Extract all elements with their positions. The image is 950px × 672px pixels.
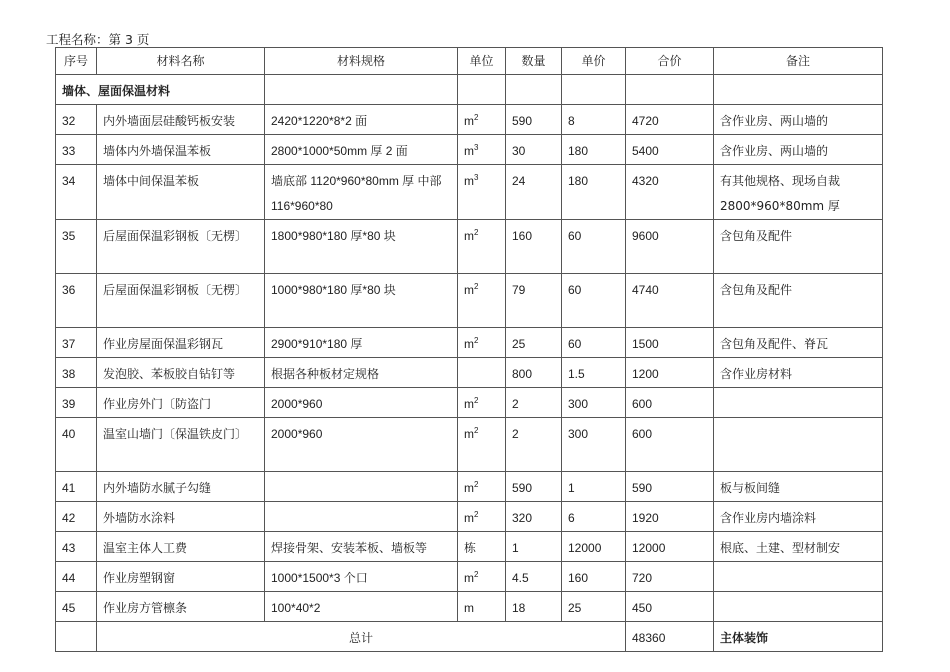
cell-unit xyxy=(458,358,506,388)
cell-price-text: 300 xyxy=(568,397,589,411)
cell-name xyxy=(97,502,265,532)
cell-spec-text: 墙底部 1120*960*80mm 厚 中部 116*960*80 xyxy=(271,174,442,213)
cell-no-text: 32 xyxy=(62,114,76,128)
unit-exponent: 2 xyxy=(474,282,479,291)
cell-price-text: 1.5 xyxy=(568,367,585,381)
cell-unit xyxy=(458,418,506,472)
cell-qty xyxy=(506,532,562,562)
cell-qty xyxy=(506,220,562,274)
cell-price-text: 60 xyxy=(568,229,582,243)
cell-unit xyxy=(458,105,506,135)
cell-total xyxy=(626,388,714,418)
cell-total xyxy=(626,592,714,622)
cell-note-text: 含包角及配件 xyxy=(720,229,793,243)
table-row xyxy=(56,502,883,532)
cell-qty-text: 30 xyxy=(512,144,526,158)
cell-total-text: 4740 xyxy=(632,283,659,297)
cell-unit-text: m xyxy=(464,511,474,525)
cell-unit xyxy=(458,532,506,562)
cell-no xyxy=(56,328,97,358)
cell-price xyxy=(562,105,626,135)
header-row xyxy=(56,48,883,75)
cell-note-text: 含包角及配件 xyxy=(720,283,793,297)
total-row xyxy=(56,622,883,652)
cell-total-text: 12000 xyxy=(632,541,666,555)
col-header-name: 材料名称 xyxy=(97,48,265,75)
cell-price-text: 180 xyxy=(568,144,589,158)
cell-qty xyxy=(506,592,562,622)
cell-note-text: 根底、土建、型材制安 xyxy=(720,541,841,555)
unit-exponent: 2 xyxy=(474,510,479,519)
cell-name xyxy=(97,274,265,328)
cell-total xyxy=(626,135,714,165)
cell-unit xyxy=(458,165,506,220)
cell-name-text: 后屋面保温彩钢板〔无楞〕 xyxy=(103,229,248,243)
cell-qty-text: 79 xyxy=(512,283,526,297)
cell-name xyxy=(97,562,265,592)
cell-price xyxy=(562,502,626,532)
table-row xyxy=(56,418,883,472)
cell-price xyxy=(562,562,626,592)
cell-note xyxy=(714,105,883,135)
cell-spec xyxy=(265,502,458,532)
cell-no xyxy=(56,220,97,274)
cell-unit-text: m xyxy=(464,481,474,495)
cell-note xyxy=(714,135,883,165)
cell-qty xyxy=(506,105,562,135)
section-row xyxy=(56,75,883,105)
cell-price xyxy=(562,418,626,472)
cell-no xyxy=(56,358,97,388)
cell-qty xyxy=(506,328,562,358)
cell-spec xyxy=(265,388,458,418)
cell-name-text: 作业房外门〔防盗门 xyxy=(103,397,212,411)
cell-no-text: 35 xyxy=(62,229,76,243)
total-label: 总计 xyxy=(97,622,626,652)
cell-spec xyxy=(265,220,458,274)
cell-spec-text: 2000*960 xyxy=(271,427,323,441)
cell-no xyxy=(56,135,97,165)
cell-no-text: 36 xyxy=(62,283,76,297)
cell-note-text: 含作业房内墙涂料 xyxy=(720,511,817,525)
cell-unit xyxy=(458,502,506,532)
cell-price xyxy=(562,358,626,388)
cell-spec-text: 2420*1220*8*2 面 xyxy=(271,114,368,128)
cell-unit-text: m xyxy=(464,114,474,128)
cell-qty xyxy=(506,358,562,388)
unit-exponent: 2 xyxy=(474,396,479,405)
cell-no-text: 45 xyxy=(62,601,76,615)
cell-price xyxy=(562,328,626,358)
cell-note xyxy=(714,165,883,220)
cell-spec xyxy=(265,418,458,472)
cell-no-text: 42 xyxy=(62,511,76,525)
cell-total-text: 600 xyxy=(632,427,653,441)
cell-total xyxy=(626,274,714,328)
cell-spec xyxy=(265,472,458,502)
cell-no xyxy=(56,502,97,532)
cell-no-text: 41 xyxy=(62,481,76,495)
cell-no xyxy=(56,532,97,562)
cell-total-text: 450 xyxy=(632,601,653,615)
total-value: 48360 xyxy=(626,622,714,652)
cell-spec xyxy=(265,274,458,328)
unit-exponent: 2 xyxy=(474,336,479,345)
cell-no xyxy=(56,562,97,592)
cell-name-text: 作业房方管檩条 xyxy=(103,601,188,615)
cell-unit xyxy=(458,562,506,592)
unit-exponent: 2 xyxy=(474,228,479,237)
cell-price xyxy=(562,532,626,562)
cell-qty xyxy=(506,165,562,220)
cell-name-text: 作业房塑钢窗 xyxy=(103,571,176,585)
cell-name xyxy=(97,328,265,358)
table-row xyxy=(56,532,883,562)
cell-price-text: 60 xyxy=(568,283,582,297)
cell-note xyxy=(714,502,883,532)
table-row xyxy=(56,220,883,274)
cell-total-text: 9600 xyxy=(632,229,659,243)
cell-unit-text: m xyxy=(464,397,474,411)
cell-note-text: 含作业房、两山墙的 xyxy=(720,144,829,158)
cell-spec xyxy=(265,135,458,165)
cell-total xyxy=(626,358,714,388)
cell-qty xyxy=(506,472,562,502)
cell-spec xyxy=(265,105,458,135)
col-header-price: 单价 xyxy=(562,48,626,75)
col-header-note: 备注 xyxy=(714,48,883,75)
col-header-unit: 单位 xyxy=(458,48,506,75)
cell-unit-text: 栋 xyxy=(464,541,477,555)
cell-note-text: 含作业房材料 xyxy=(720,367,793,381)
project-title: 工程名称：第 3 页 xyxy=(46,32,150,47)
cell-spec xyxy=(265,562,458,592)
cell-no xyxy=(56,472,97,502)
cell-price-text: 1 xyxy=(568,481,575,495)
next-section-label: 主体装饰 xyxy=(714,622,883,652)
cell-spec-text: 根据各种板材定规格 xyxy=(271,367,380,381)
cell-no xyxy=(56,165,97,220)
cell-total xyxy=(626,418,714,472)
cell-price-text: 25 xyxy=(568,601,582,615)
cell-unit-text: m xyxy=(464,571,474,585)
cell-qty xyxy=(506,562,562,592)
cell-spec xyxy=(265,358,458,388)
cell-no-text: 39 xyxy=(62,397,76,411)
cell-price xyxy=(562,165,626,220)
cell-total xyxy=(626,328,714,358)
table-row xyxy=(56,165,883,220)
cell-name xyxy=(97,220,265,274)
cell-no xyxy=(56,388,97,418)
cell-no xyxy=(56,105,97,135)
cell-name-text: 内外墙面层硅酸钙板安装 xyxy=(103,114,236,128)
cell-qty-text: 2 xyxy=(512,427,519,441)
cell-unit-text: m xyxy=(464,229,474,243)
cell-unit xyxy=(458,388,506,418)
cell-note xyxy=(714,274,883,328)
cell-spec xyxy=(265,532,458,562)
table-row xyxy=(56,135,883,165)
cell-note xyxy=(714,220,883,274)
table-row xyxy=(56,274,883,328)
cell-unit-text: m xyxy=(464,337,474,351)
cell-note xyxy=(714,388,883,418)
cell-price xyxy=(562,220,626,274)
cell-name xyxy=(97,135,265,165)
cell-spec-text: 2800*1000*50mm 厚 2 面 xyxy=(271,144,408,158)
cell-name xyxy=(97,358,265,388)
cell-unit-text: m xyxy=(464,174,474,188)
cell-total xyxy=(626,472,714,502)
cell-price-text: 12000 xyxy=(568,541,602,555)
cell-spec-text: 焊接骨架、安装苯板、墙板等 xyxy=(271,541,428,555)
table-row xyxy=(56,592,883,622)
cell-total xyxy=(626,532,714,562)
cell-no-text: 37 xyxy=(62,337,76,351)
cell-spec-text: 1000*1500*3 个口 xyxy=(271,571,368,585)
cell-qty-text: 800 xyxy=(512,367,533,381)
materials-table xyxy=(55,47,883,652)
cell-name xyxy=(97,592,265,622)
cell-name-text: 后屋面保温彩钢板〔无楞〕 xyxy=(103,283,248,297)
cell-unit-text: m xyxy=(464,427,474,441)
cell-total-text: 600 xyxy=(632,397,653,411)
col-header-spec: 材料规格 xyxy=(265,48,458,75)
cell-unit xyxy=(458,328,506,358)
cell-no-text: 43 xyxy=(62,541,76,555)
cell-total-text: 5400 xyxy=(632,144,659,158)
unit-exponent: 3 xyxy=(474,143,479,152)
cell-spec xyxy=(265,165,458,220)
cell-name-text: 墙体中间保温苯板 xyxy=(103,174,200,188)
cell-name-text: 外墙防水涂料 xyxy=(103,511,176,525)
cell-spec-text: 2900*910*180 厚 xyxy=(271,337,363,351)
cell-qty xyxy=(506,388,562,418)
cell-qty-text: 18 xyxy=(512,601,526,615)
cell-name xyxy=(97,532,265,562)
cell-spec xyxy=(265,328,458,358)
cell-note-text: 有其他规格、现场自裁 2800*960*80mm 厚 xyxy=(720,174,841,213)
cell-total xyxy=(626,562,714,592)
cell-qty-text: 590 xyxy=(512,114,533,128)
cell-price-text: 6 xyxy=(568,511,575,525)
cell-name xyxy=(97,165,265,220)
unit-exponent: 2 xyxy=(474,570,479,579)
cell-qty-text: 160 xyxy=(512,229,533,243)
cell-price xyxy=(562,592,626,622)
cell-price-text: 160 xyxy=(568,571,589,585)
table-row xyxy=(56,328,883,358)
cell-qty xyxy=(506,418,562,472)
cell-no-text: 34 xyxy=(62,174,76,188)
cell-note xyxy=(714,418,883,472)
cell-spec-text: 100*40*2 xyxy=(271,601,321,615)
cell-no xyxy=(56,274,97,328)
cell-qty xyxy=(506,135,562,165)
cell-unit xyxy=(458,135,506,165)
col-header-qty: 数量 xyxy=(506,48,562,75)
cell-total-text: 4720 xyxy=(632,114,659,128)
cell-name-text: 内外墙防水腻子勾缝 xyxy=(103,481,212,495)
cell-note xyxy=(714,472,883,502)
unit-exponent: 2 xyxy=(474,113,479,122)
cell-note-text: 含包角及配件、脊瓦 xyxy=(720,337,829,351)
table-row xyxy=(56,562,883,592)
cell-unit-text: m xyxy=(464,601,474,615)
cell-name-text: 墙体内外墙保温苯板 xyxy=(103,144,212,158)
cell-total-text: 1200 xyxy=(632,367,659,381)
cell-no xyxy=(56,592,97,622)
cell-total-text: 590 xyxy=(632,481,653,495)
table-row xyxy=(56,388,883,418)
cell-note xyxy=(714,358,883,388)
cell-name-text: 温室山墙门〔保温铁皮门〕 xyxy=(103,427,248,441)
unit-exponent: 3 xyxy=(474,173,479,182)
cell-unit-text: m xyxy=(464,283,474,297)
table-row xyxy=(56,105,883,135)
cell-total xyxy=(626,220,714,274)
cell-spec-text: 2000*960 xyxy=(271,397,323,411)
cell-total-text: 4320 xyxy=(632,174,659,188)
cell-note-text: 板与板间缝 xyxy=(720,481,781,495)
cell-note xyxy=(714,592,883,622)
cell-qty-text: 1 xyxy=(512,541,519,555)
table-row xyxy=(56,472,883,502)
cell-note xyxy=(714,532,883,562)
cell-name xyxy=(97,418,265,472)
cell-name xyxy=(97,388,265,418)
cell-total-text: 1500 xyxy=(632,337,659,351)
cell-spec xyxy=(265,592,458,622)
cell-spec-text: 1000*980*180 厚*80 块 xyxy=(271,283,396,297)
cell-total xyxy=(626,165,714,220)
cell-qty xyxy=(506,502,562,532)
cell-price-text: 60 xyxy=(568,337,582,351)
cell-qty-text: 24 xyxy=(512,174,526,188)
cell-total-text: 720 xyxy=(632,571,653,585)
cell-price xyxy=(562,274,626,328)
cell-qty-text: 4.5 xyxy=(512,571,529,585)
table-row xyxy=(56,358,883,388)
cell-total-text: 1920 xyxy=(632,511,659,525)
cell-qty-text: 590 xyxy=(512,481,533,495)
cell-name xyxy=(97,105,265,135)
cell-price xyxy=(562,135,626,165)
cell-name xyxy=(97,472,265,502)
cell-note xyxy=(714,328,883,358)
cell-unit xyxy=(458,274,506,328)
cell-qty-text: 2 xyxy=(512,397,519,411)
cell-qty xyxy=(506,274,562,328)
unit-exponent: 2 xyxy=(474,426,479,435)
cell-no-text: 44 xyxy=(62,571,76,585)
cell-unit xyxy=(458,472,506,502)
cell-no-text: 33 xyxy=(62,144,76,158)
cell-name-text: 发泡胶、苯板胶自钻钉等 xyxy=(103,367,236,381)
cell-no-text: 38 xyxy=(62,367,76,381)
cell-name-text: 作业房屋面保温彩钢瓦 xyxy=(103,337,224,351)
cell-unit xyxy=(458,592,506,622)
section-title: 墙体、屋面保温材料 xyxy=(56,75,265,105)
cell-note xyxy=(714,562,883,592)
cell-unit xyxy=(458,220,506,274)
cell-price-text: 300 xyxy=(568,427,589,441)
cell-price xyxy=(562,388,626,418)
col-header-total: 合价 xyxy=(626,48,714,75)
cell-unit-text: m xyxy=(464,144,474,158)
col-header-no: 序号 xyxy=(56,48,97,75)
cell-qty-text: 320 xyxy=(512,511,533,525)
cell-qty-text: 25 xyxy=(512,337,526,351)
cell-price-text: 180 xyxy=(568,174,589,188)
cell-name-text: 温室主体人工费 xyxy=(103,541,188,555)
cell-total xyxy=(626,502,714,532)
cell-total xyxy=(626,105,714,135)
cell-note-text: 含作业房、两山墙的 xyxy=(720,114,829,128)
cell-no-text: 40 xyxy=(62,427,76,441)
cell-price xyxy=(562,472,626,502)
cell-no xyxy=(56,418,97,472)
cell-spec-text: 1800*980*180 厚*80 块 xyxy=(271,229,396,243)
cell-price-text: 8 xyxy=(568,114,575,128)
unit-exponent: 2 xyxy=(474,480,479,489)
